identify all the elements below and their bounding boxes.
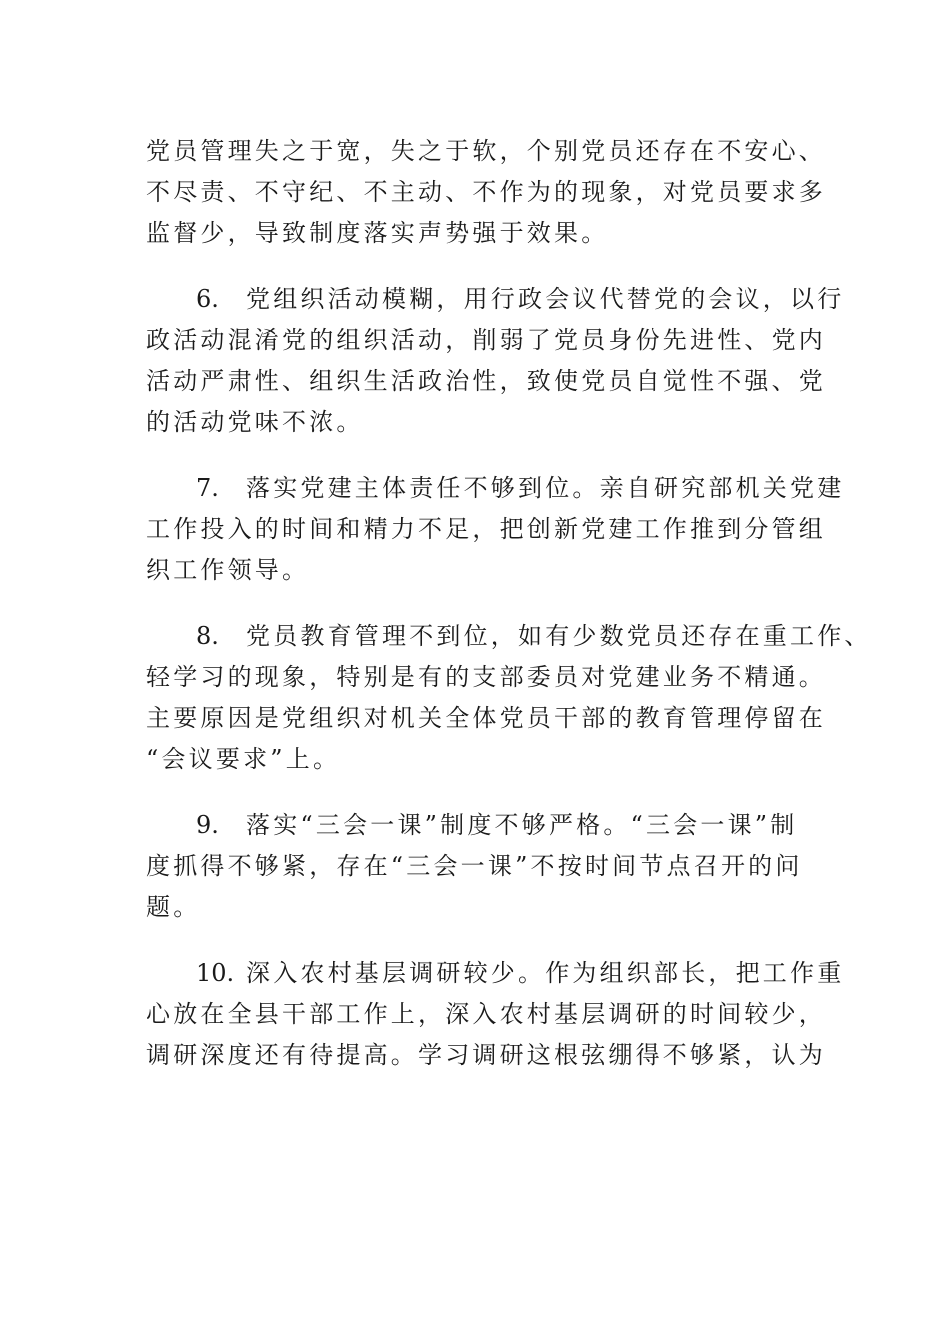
paragraph-number: 6. (196, 285, 219, 313)
text-line: 的活动党味不浓。 (146, 408, 364, 436)
paragraph-9 (146, 805, 826, 928)
text-line-first (146, 279, 845, 320)
paragraph-8 (146, 616, 872, 780)
text-line: 党员管理失之于宽，失之于软，个别党员还存在不安心、 (146, 137, 826, 165)
paragraph-number: 9. (196, 811, 219, 839)
paragraph-7 (146, 468, 845, 591)
text-line: 监督少，导致制度落实声势强于效果。 (146, 219, 609, 247)
text-line: 落实党建主体责任不够到位。亲自研究部机关党建 (246, 474, 845, 502)
text-line: 工作投入的时间和精力不足，把创新党建工作推到分管组 (146, 515, 826, 543)
text-line: “会议要求”上。 (146, 745, 341, 773)
text-line-first (146, 616, 872, 657)
text-line: 心放在全县干部工作上，深入农村基层调研的时间较少， (146, 1000, 826, 1028)
paragraph-10 (146, 953, 845, 1076)
text-line: 深入农村基层调研较少。作为组织部长，把工作重 (246, 959, 845, 987)
text-line: 题。 (146, 893, 201, 921)
paragraph-number: 10. (196, 959, 235, 987)
text-line: 党员教育管理不到位，如有少数党员还存在重工作、 (246, 622, 872, 650)
paragraph-6 (146, 279, 845, 443)
text-line: 调研深度还有待提高。学习调研这根弦绷得不够紧，认为 (146, 1041, 826, 1069)
paragraph (146, 131, 826, 254)
text-line-first (146, 468, 845, 509)
paragraph-number: 8. (196, 622, 219, 650)
document-body (146, 131, 872, 1076)
text-line: 落实“三会一课”制度不够严格。“三会一课”制 (246, 811, 798, 839)
text-line: 织工作领导。 (146, 556, 310, 584)
text-line: 不尽责、不守纪、不主动、不作为的现象，对党员要求多 (146, 178, 826, 206)
text-line: 主要原因是党组织对机关全体党员干部的教育管理停留在 (146, 704, 826, 732)
text-line: 政活动混淆党的组织活动，削弱了党员身份先进性、党内 (146, 326, 826, 354)
text-line: 轻学习的现象，特别是有的支部委员对党建业务不精通。 (146, 663, 826, 691)
text-line-first (146, 953, 845, 994)
text-line: 活动严肃性、组织生活政治性，致使党员自觉性不强、党 (146, 367, 826, 395)
text-line-first (146, 805, 826, 846)
paragraph-number: 7. (196, 474, 219, 502)
text-line: 党组织活动模糊，用行政会议代替党的会议，以行 (246, 285, 845, 313)
text-line: 度抓得不够紧，存在“三会一课”不按时间节点召开的问 (146, 852, 803, 880)
